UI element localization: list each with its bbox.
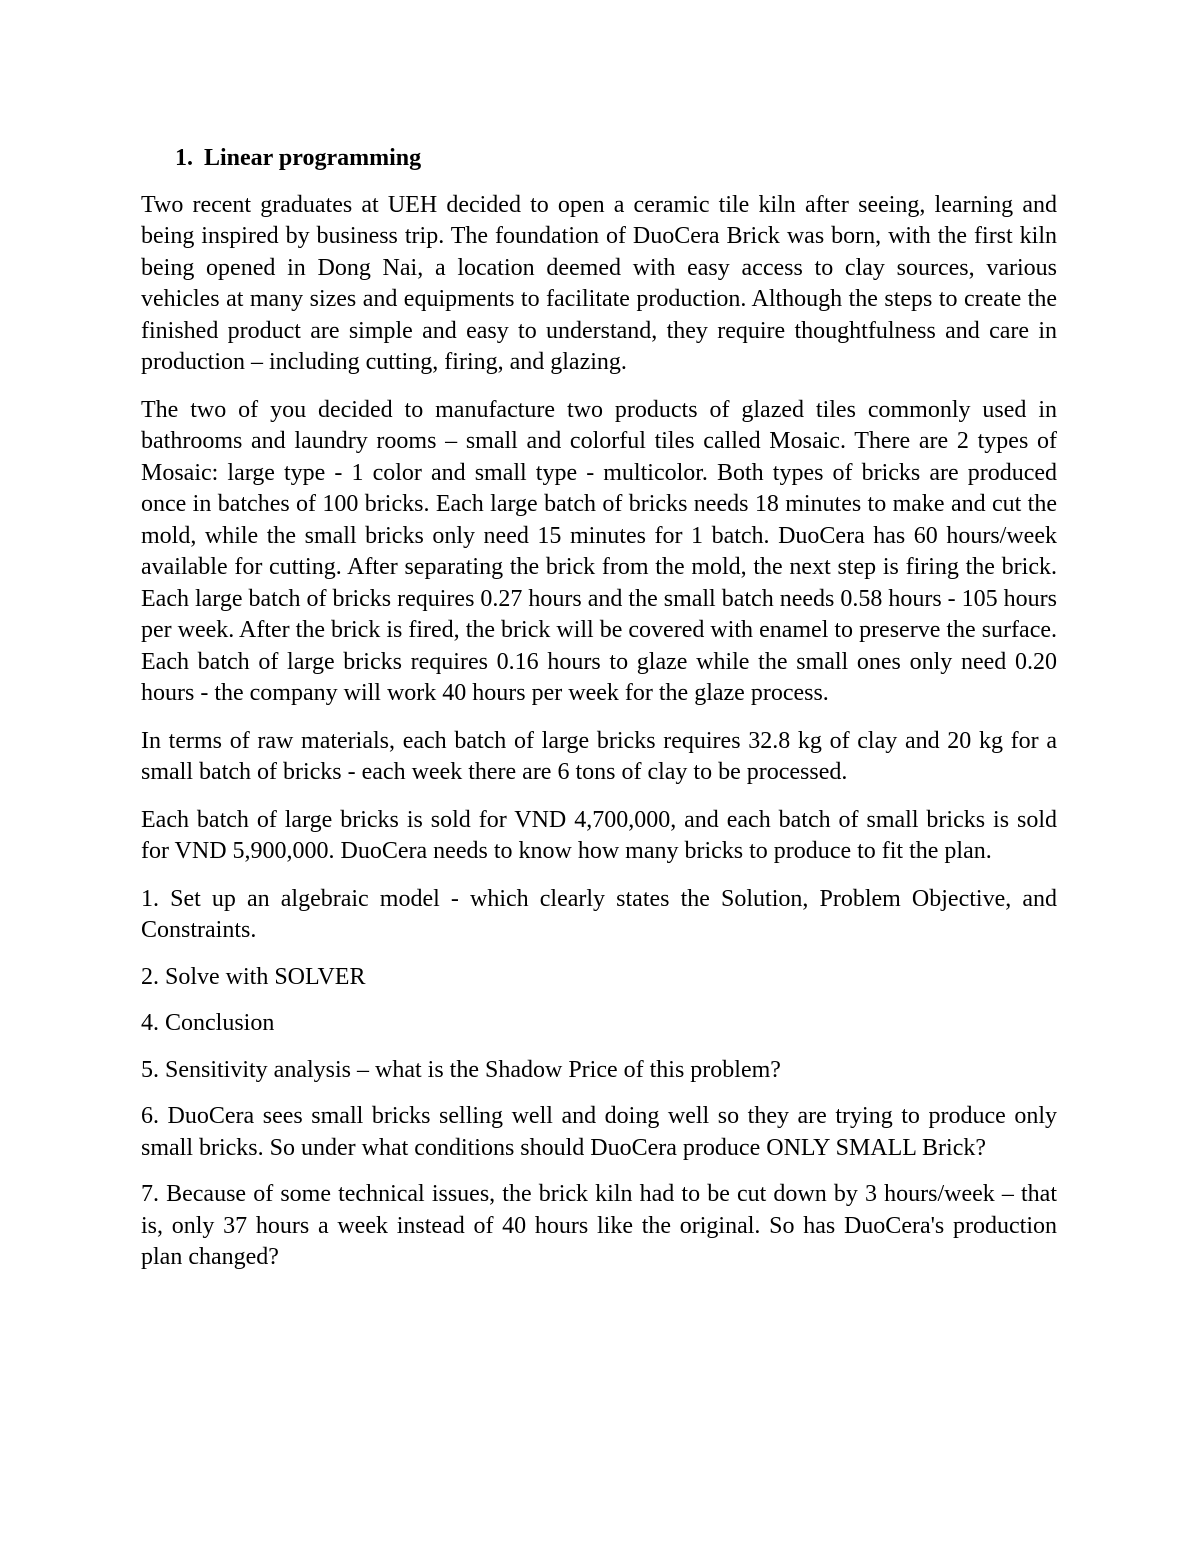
- section-number: 1.: [175, 145, 193, 171]
- question-5: 5. Sensitivity analysis – what is the Shadow Price of this problem?: [141, 1056, 781, 1083]
- paragraph-materials: In terms of raw materials, each batch of large bricks requires 32.8 kg of clay and 20 kg for a small batch of bricks - each week there are 6 tons of clay to be processed.: [141, 727, 1057, 785]
- section-title: Linear programming: [204, 145, 422, 171]
- section-heading: [141, 143, 1057, 175]
- question-1: 1. Set up an algebraic model - which clearly states the Solution, Problem Objective, and Constraints.: [141, 885, 1057, 943]
- question-4: 4. Conclusion: [141, 1010, 275, 1036]
- paragraph-pricing: Each batch of large bricks is sold for VND 4,700,000, and each batch of small bricks is sold for VND 5,900,000. DuoCera needs to know how many bricks to produce to fit the plan.: [141, 806, 1057, 864]
- paragraph-intro: Two recent graduates at UEH decided to open a ceramic tile kiln after seeing, learning and being inspired by business trip. The foundation of DuoCera Brick was born, with the first kiln being opened in Dong Nai, a location deemed with easy access to clay sources, various vehicles at many sizes and equipments to facilitate production. Although the steps to create the finished product are simple and easy to understand, they require thoughtfulness and care in production – including cutting, firing, and glazing.: [141, 191, 1057, 375]
- question-6: 6. DuoCera sees small bricks selling well and doing well so they are trying to produce only small bricks. So under what conditions should DuoCera produce ONLY SMALL Brick?: [141, 1103, 1057, 1161]
- document-body: [141, 143, 1057, 1289]
- question-7: 7. Because of some technical issues, the brick kiln had to be cut down by 3 hours/week – that is, only 37 hours a week instead of 40 hours like the original. So has DuoCera's production plan changed?: [141, 1181, 1057, 1270]
- question-2: 2. Solve with SOLVER: [141, 963, 366, 990]
- paragraph-products: The two of you decided to manufacture two products of glazed tiles commonly used in bathrooms and laundry rooms – small and colorful tiles called Mosaic. There are 2 types of Mosaic: large type - 1 color and small type - multicolor. Both types of bricks are produced once in batches of 100 bricks. Each large batch of bricks needs 18 minutes to make and cut the mold, while the small bricks only need 15 minutes for 1 batch. DuoCera has 60 hours/week available for cutting. After separating the brick from the mold, the next step is firing the brick. Each large batch of bricks requires 0.27 hours and the small batch needs 0.58 hours - 105 hours per week. After the brick is fired, the brick will be covered with enamel to preserve the surface. Each batch of large bricks requires 0.16 hours to glaze while the small ones only need 0.20 hours - the company will work 40 hours per week for the glaze process.: [141, 396, 1057, 706]
